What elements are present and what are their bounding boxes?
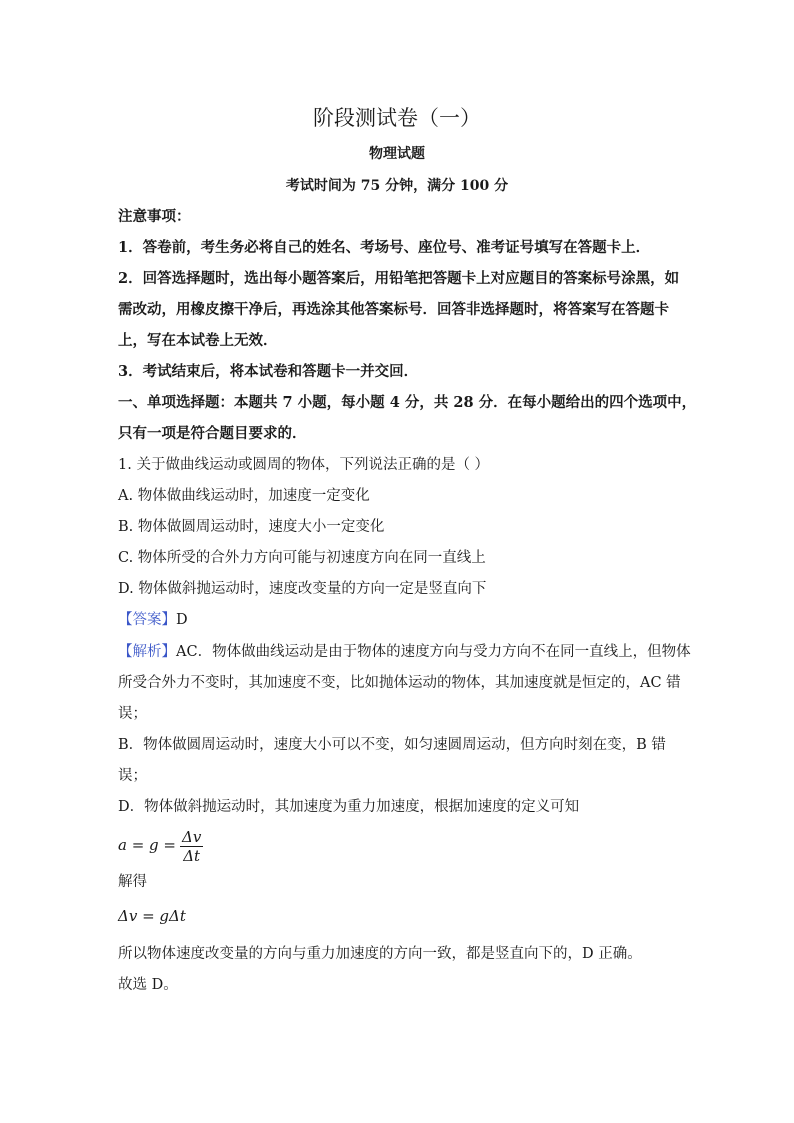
formula-denominator: Δt [183, 846, 201, 865]
analysis-conclusion: 所以物体速度改变量的方向与重力加速度的方向一致，都是竖直向下的，D 正确。 [118, 946, 642, 962]
analysis-text: 所受合外力不变时，其加速度不变，比如抛体运动的物体，其加速度就是恒定的，AC 错 [118, 675, 681, 691]
option-c: C. 物体所受的合外力方向可能与初速度方向在同一直线上 [118, 550, 486, 566]
answer-line [118, 610, 188, 630]
answer-label: 【答案】 [118, 612, 176, 628]
analysis-text: D．物体做斜抛运动时，其加速度为重力加速度，根据加速度的定义可知 [118, 799, 580, 815]
formula-lhs: a = g = [118, 836, 176, 854]
exam-info: 考试时间为 75 分钟，满分 100 分 [285, 178, 509, 194]
analysis-text: AC．物体做曲线运动是由于物体的速度方向与受力方向不在同一直线上，但物体 [176, 644, 691, 660]
section-heading: 一、单项选择题：本题共 7 小题，每小题 4 分，共 28 分．在每小题给出的四个选项中， [118, 394, 697, 411]
formula-acceleration [118, 826, 203, 865]
subject-title: 物理试题 [369, 146, 425, 162]
notice-item-1: 1．答卷前，考生务必将自己的姓名、考场号、座位号、准考证号填写在答题卡上． [118, 239, 651, 256]
analysis-label: 【解析】 [118, 644, 176, 660]
answer-value: D [176, 612, 188, 628]
formula-fraction [180, 828, 203, 865]
option-b: B. 物体做圆周运动时，速度大小一定变化 [118, 519, 385, 535]
final-choice: 故选 D。 [118, 977, 178, 993]
analysis-text: 误； [118, 706, 147, 722]
formula-result: Δv = gΔt [118, 907, 186, 925]
notice-heading: 注意事项： [118, 208, 191, 225]
option-d: D. 物体做斜抛运动时，速度改变量的方向一定是竖直向下 [118, 581, 487, 597]
question-stem: 1. 关于做曲线运动或圆周的物体，下列说法正确的是（ ） [118, 457, 490, 473]
solve-label: 解得 [118, 874, 147, 890]
analysis-text: 误； [118, 768, 147, 784]
analysis-text: B．物体做圆周运动时，速度大小可以不变，如匀速圆周运动，但方向时刻在变，B 错 [118, 737, 666, 753]
formula-numerator: Δv [182, 827, 202, 846]
exam-title: 阶段测试卷（一） [313, 106, 481, 130]
notice-item-3: 3．考试结束后，将本试卷和答题卡一并交回． [118, 363, 419, 380]
section-heading-cont: 只有一项是符合题目要求的． [118, 425, 307, 442]
notice-item-2-cont: 上，写在本试卷上无效． [118, 332, 278, 349]
analysis-line [118, 642, 691, 662]
notice-item-2: 2．回答选择题时，选出每小题答案后，用铅笔把答题卡上对应题目的答案标号涂黑，如 [118, 270, 680, 287]
notice-item-2-cont: 需改动，用橡皮擦干净后，再选涂其他答案标号．回答非选择题时，将答案写在答题卡 [118, 301, 669, 318]
option-a: A. 物体做曲线运动时，加速度一定变化 [118, 488, 370, 504]
